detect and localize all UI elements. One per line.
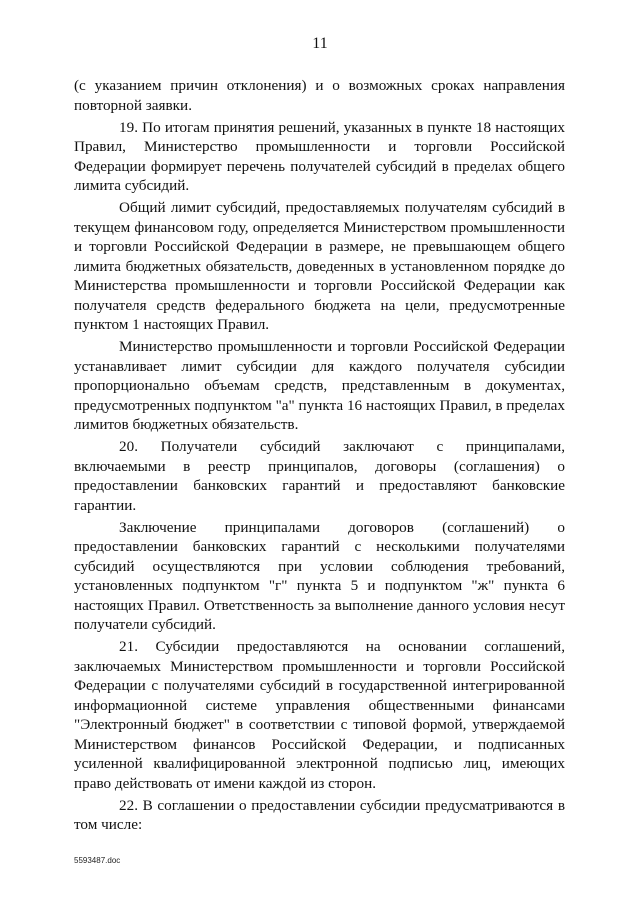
document-body (74, 76, 565, 837)
page-number: 11 (312, 35, 328, 52)
paragraph-guarantee-agreements: Заключение принципалами договоров (соглашений) о предоставлении банковских гарантий с несколькими получателями субсидий осуществляются при условии соблюдения требований, установленных подпунктом "г" пункта 5 и подпунктом "ж" пункта 6 настоящих Правил. Ответственность за выполнение данного условия несут получатели субсидий. (74, 518, 565, 633)
document-filename: 5593487.doc (74, 856, 121, 865)
paragraph-continuation: (с указанием причин отклонения) и о возможных сроках направления повторной заявки. (74, 77, 565, 114)
paragraph-recipient-limit: Министерство промышленности и торговли Российской Федерации устанавливает лимит субсидии для каждого получателя субсидии пропорционально объемам средств, представленным в документах, предусмотренных подпунктом "а" пункта 16 настоящих Правил, в пределах лимитов бюджетных обязательств. (74, 338, 565, 433)
paragraph-21: 21. Субсидии предоставляются на основании соглашений, заключаемых Министерством промышленности и торговли Российской Федерации с получателями субсидий в государственной интегрированной информационной системе управления общественными финансами "Электронный бюджет" в соответствии с типовой формой, утверждаемой Министерством финансов Российской Федерации, и подписанных усиленной квалифицированной электронной подписью лиц, имеющих право действовать от имени каждой из сторон. (74, 638, 565, 792)
paragraph-20: 20. Получатели субсидий заключают с принципалами, включаемыми в реестр принципалов, договоры (соглашения) о предоставлении банковских гарантий и предоставляют банковские гарантии. (74, 438, 565, 514)
paragraph-subsidy-limit: Общий лимит субсидий, предоставляемых получателям субсидий в текущем финансовом году, определяется Министерством промышленности и торговли Российской Федерации в размере, не превышающем общего лимита бюджетных обязательств, доведенных в установленном порядке до Министерства промышленности и торговли Российской Федерации как получателя средств федерального бюджета на цели, предусмотренные пунктом 1 настоящих Правил. (74, 199, 565, 333)
paragraph-19: 19. По итогам принятия решений, указанных в пункте 18 настоящих Правил, Министерство промышленности и торговли Российской Федерации формирует перечень получателей субсидий в пределах общего лимита субсидий. (74, 118, 565, 194)
paragraph-22: 22. В соглашении о предоставлении субсидии предусматриваются в том числе: (74, 796, 565, 833)
